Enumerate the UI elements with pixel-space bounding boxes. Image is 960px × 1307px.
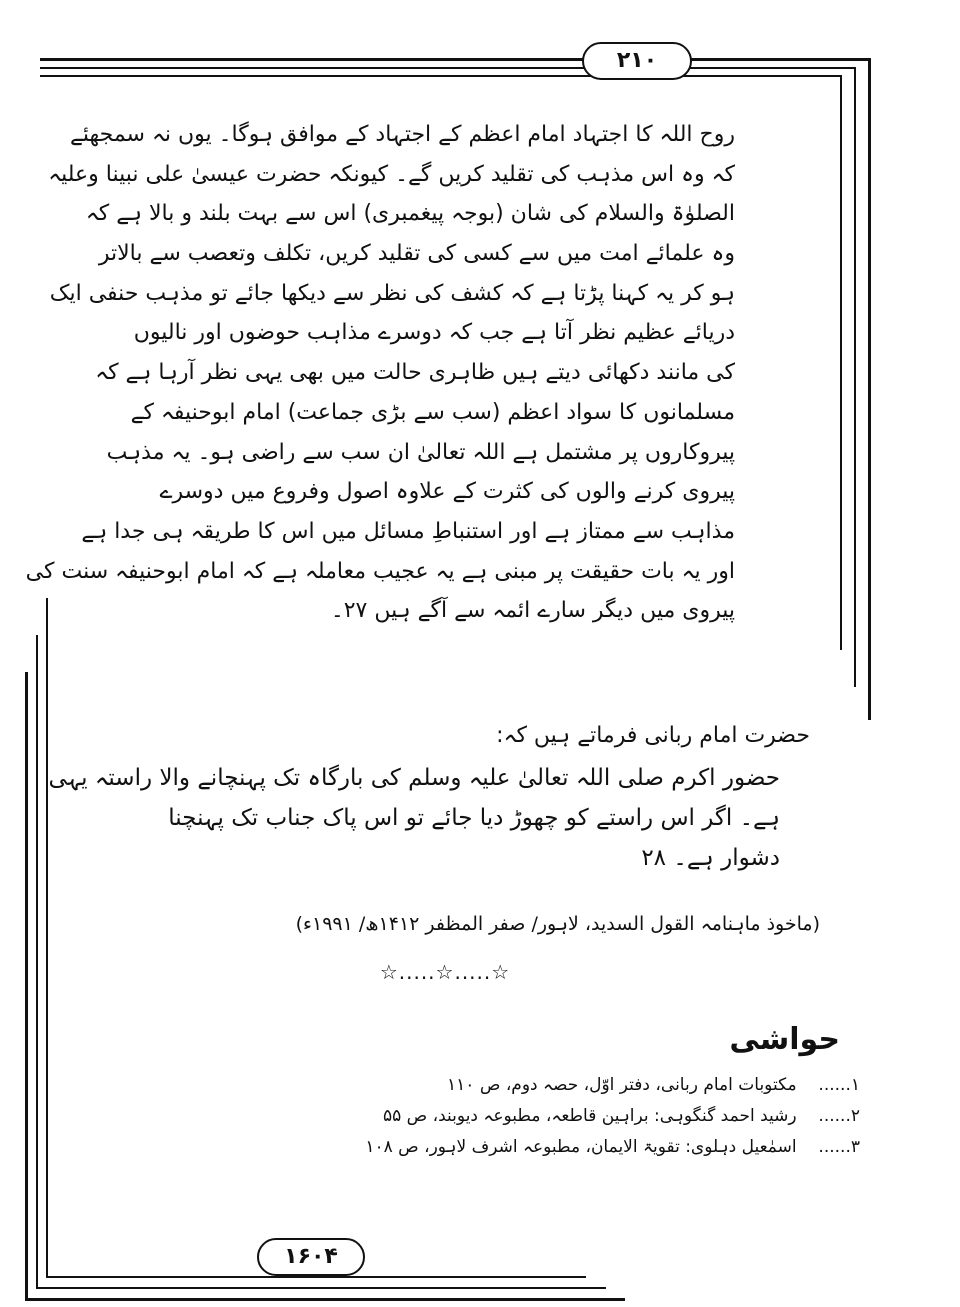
section-divider-stars: ☆.....☆.....☆ [379, 960, 511, 984]
quote-intro: حضرت امام ربانی فرماتے ہیں کہ: [496, 723, 810, 748]
footnotes-heading: حواشی [729, 1022, 840, 1057]
body-line: مسلمانوں کا سواد اعظم (سب سے بڑی جماعت) امام ابوحنیفہ کے [130, 399, 735, 425]
body-line: پیروکاروں پر مشتمل ہے اللہ تعالیٰ ان سب سے راضی ہو۔ یہ مذہب [106, 439, 735, 465]
footnote-text: رشید احمد گنگوہی: براہین قاطعہ، مطبوعہ دیوبند، ص ۵۵ [383, 1106, 797, 1126]
body-line: ہو کر یہ کہنا پڑتا ہے کہ کشف کی نظر سے دیکھا جائے تو مذہب حنفی ایک [49, 280, 735, 306]
body-line: دریائے عظیم نظر آتا ہے جب کہ دوسرے مذاہب حوضوں اور نالیوں [133, 320, 735, 346]
source-citation: (ماخوذ ماہنامہ القول السدید، لاہور/ صفر المظفر ۱۴۱۲ھ/ ۱۹۹۱ء) [295, 913, 820, 935]
quote-line: دشوار ہے۔ ۲۸ [641, 845, 780, 871]
frame-top-line-1 [40, 58, 870, 61]
footnote-number: ۱...... [818, 1075, 860, 1095]
frame-left-line-1 [25, 672, 28, 1300]
frame-bottom-line-3 [46, 1276, 586, 1278]
frame-right-line-3 [840, 75, 842, 650]
bottom-page-number: ۱۶۰۴ [257, 1238, 365, 1276]
quote-block [48, 758, 780, 878]
body-line: اور یہ بات حقیقت پر مبنی ہے یہ عجیب معاملہ ہے کہ امام ابوحنیفہ سنت کی [25, 558, 735, 584]
frame-bottom-line-2 [36, 1287, 606, 1289]
quote-line: ہے۔ اگر اس راستے کو چھوڑ دیا جائے تو اس پاک جناب تک پہنچنا [168, 805, 780, 831]
frame-right-line-1 [868, 58, 871, 720]
body-line: الصلوٰۃ والسلام کی شان (بوجہ پیغمبری) اس سے بہت بلند و بالا ہے کہ [85, 201, 735, 227]
frame-top-line-2 [40, 67, 856, 69]
body-line: مذاہب سے ممتاز ہے اور استنباطِ مسائل میں اس کا طریقہ ہی جدا ہے [81, 518, 735, 544]
footnote-item [365, 1132, 860, 1163]
quote-line: حضور اکرم صلی اللہ تعالیٰ علیہ وسلم کی بارگاہ تک پہنچانے والا راستہ یہی [48, 765, 780, 791]
footnotes-list [365, 1070, 860, 1163]
footnote-text: مکتوبات امام ربانی، دفتر اوّل، حصہ دوم، ص ۱۱۰ [447, 1075, 797, 1095]
body-line: وہ علمائے امت میں سے کسی کی تقلید کریں، تکلف وتعصب سے بالاتر [98, 241, 735, 267]
frame-top-line-3 [40, 75, 842, 77]
footnote-item [383, 1101, 860, 1132]
body-line: پیروی کرنے والوں کی کثرت کے علاوہ اصول وفروع میں دوسرے [159, 479, 735, 505]
frame-left-line-3 [46, 598, 48, 1276]
body-text [25, 115, 735, 631]
body-line: کہ وہ اس مذہب کی تقلید کریں گے۔ کیونکہ حضرت عیسیٰ علی نبینا وعلیہ [48, 161, 735, 187]
body-line: روح اللہ کا اجتہاد امام اعظم کے اجتہاد کے موافق ہوگا۔ یوں نہ سمجھئے [69, 122, 735, 147]
footnote-number: ۲...... [818, 1106, 860, 1126]
top-page-number: ۲۱۰ [582, 42, 692, 80]
frame-right-line-2 [854, 67, 856, 687]
frame-left-line-2 [36, 635, 38, 1288]
frame-bottom-line-1 [25, 1298, 625, 1301]
footnote-item [420, 1070, 860, 1101]
body-line: کی مانند دکھائی دیتے ہیں ظاہری حالت میں بھی یہی نظر آرہا ہے کہ [95, 360, 735, 386]
footnote-number: ۳...... [818, 1137, 860, 1157]
footnote-text: اسمٰعیل دہلوی: تقویۃ الایمان، مطبوعہ اشرف لاہور، ص ۱۰۸ [365, 1137, 797, 1157]
body-line: پیروی میں دیگر سارے ائمہ سے آگے ہیں ۲۷۔ [330, 598, 735, 624]
